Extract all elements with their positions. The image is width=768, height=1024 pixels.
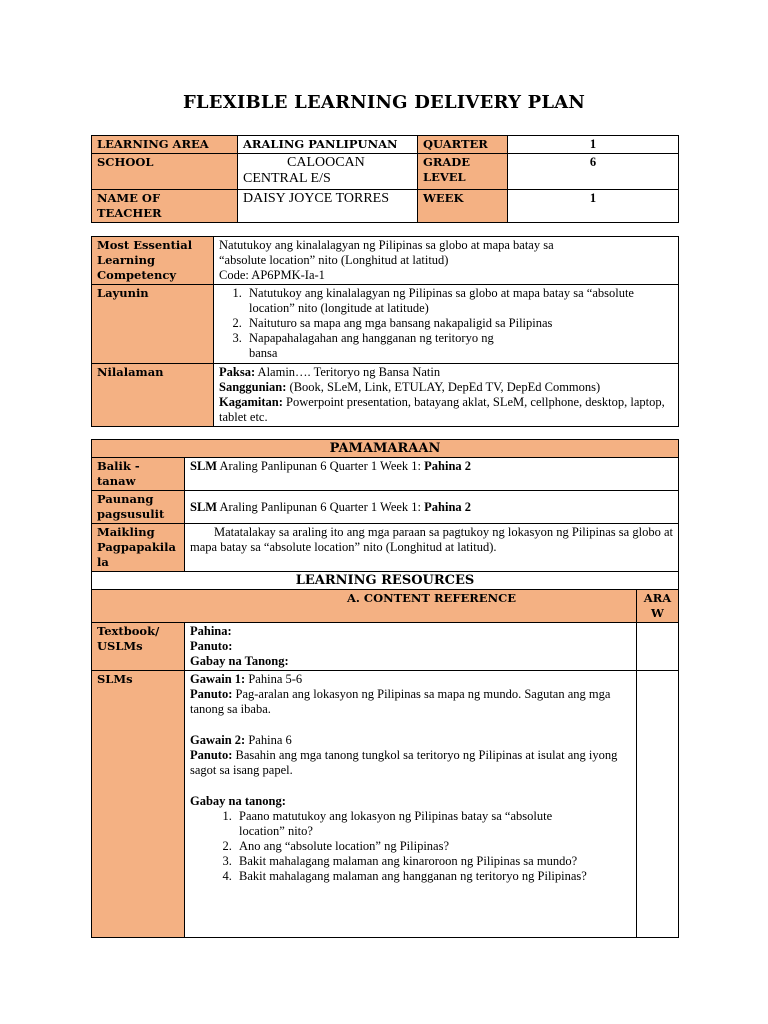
tb-panuto: Panuto:: [190, 639, 233, 653]
gawain2-label: Gawain 2:: [190, 733, 246, 747]
teacher-value: DAISY JOYCE TORRES: [238, 190, 418, 223]
gawain1-line: [190, 672, 631, 687]
learning-resources-heading: LEARNING RESOURCES: [92, 572, 679, 590]
slms-label: SLMs: [92, 671, 185, 938]
araw-label-line-2: W: [651, 606, 664, 620]
pahina-bold: Pahina 2: [424, 459, 472, 473]
gabay-item: 1. Paano matutukoy ang lokasyon ng Pilipinas batay sa “absolute location” nito?: [235, 809, 591, 839]
nilalaman-value: [214, 364, 679, 427]
school-value: [238, 154, 418, 190]
content-reference-heading: [92, 590, 637, 623]
layunin-item: 2. Naituturo sa mapa ang mga bansang nakapaligid sa Pilipinas: [245, 316, 673, 331]
tb-pahina: Pahina:: [190, 624, 232, 638]
mec-label-line-2: Learning: [97, 253, 156, 267]
maikling-label-line-1: Maikling: [97, 525, 155, 539]
gabay-item: 4. Bakit mahalagang malaman ang hangganan ng teritoryo ng Pilipinas?: [235, 869, 591, 884]
layunin-list: [219, 286, 673, 361]
week-value: 1: [508, 190, 679, 223]
paunang-label-line-2: pagsusulit: [97, 507, 165, 521]
tb-gabay: Gabay na Tanong:: [190, 654, 289, 668]
paunang-pagsusulit-label: [92, 491, 185, 524]
mec-line-1: Natutukoy ang kinalalagyan ng Pilipinas sa globo at mapa batay sa: [219, 238, 554, 252]
panuto2-line: [190, 748, 631, 778]
maikling-pagpapakilala-value: Matatalakay sa araling ito ang mga paraan sa pagtukoy ng lokasyon ng Pilipinas sa globo at mapa batay sa “absolute location” nito (Longhitud at latitud).: [185, 524, 679, 572]
textbook-value: [185, 623, 637, 671]
panuto2-label: Panuto:: [190, 748, 233, 762]
learning-area-value: ARALING PANLIPUNAN: [238, 136, 418, 154]
paunang-pagsusulit-value: [185, 491, 679, 524]
school-line-1: CALOOCAN: [287, 155, 365, 170]
mec-label-line-3: Competency: [97, 268, 177, 282]
gawain1-value: Pahina 5-6: [245, 672, 303, 686]
nilalaman-label: Nilalaman: [92, 364, 214, 427]
textbook-label-line-2: USLMs: [97, 639, 143, 653]
paunang-label-line-1: Paunang: [97, 492, 154, 506]
sanggunian-line: [219, 380, 673, 395]
panuto2-value: Basahin ang mga tanong tungkol sa teritoryo ng Pilipinas at isulat ang iyong sagot sa isang papel.: [190, 748, 618, 777]
grade-label-line-2: LEVEL: [423, 170, 466, 184]
balik-tanaw-value: [185, 458, 679, 491]
gabay-item: 3. Bakit mahalagang malaman ang kinaroroon ng Pilipinas sa mundo?: [235, 854, 591, 869]
balik-label-line-1: Balik -: [97, 459, 140, 473]
competency-table: [91, 236, 679, 427]
content-reference-text: A. CONTENT REFERENCE: [346, 591, 516, 605]
pamamaraan-table: [91, 439, 679, 938]
grade-label-line-1: GRADE: [423, 155, 471, 169]
teacher-label-line-1: NAME OF: [97, 191, 161, 205]
textbook-label: [92, 623, 185, 671]
layunin-item: 3. Napapahalagahan ang hangganan ng teritoryo ng bansa: [245, 331, 673, 361]
panuto1-label: Panuto:: [190, 687, 233, 701]
gawain2-line: [190, 733, 631, 748]
balik-tanaw-label: [92, 458, 185, 491]
pahina-bold: Pahina 2: [424, 499, 472, 514]
panuto1-value: Pag-aralan ang lokasyon ng Pilipinas sa mapa ng mundo. Sagutan ang mga tanong sa ibaba.: [190, 687, 611, 716]
mec-line-2: “absolute location” nito (Longhitud at latitud): [219, 253, 449, 267]
maikling-pagpapakilala-label: [92, 524, 185, 572]
kagamitan-value: Powerpoint presentation, batayang aklat, SLeM, cellphone, desktop, laptop, tablet etc.: [219, 395, 665, 424]
maikling-label-line-2: Pagpapakila: [97, 540, 176, 554]
slm-bold: SLM: [190, 499, 218, 514]
slms-value: [185, 671, 637, 938]
paksa-line: [219, 365, 673, 380]
gawain2-value: Pahina 6: [245, 733, 292, 747]
grade-level-value: 6: [508, 154, 679, 190]
balik-label-line-2: tanaw: [97, 474, 136, 488]
gabay-list: [190, 809, 631, 884]
paksa-label: Paksa:: [219, 365, 256, 379]
layunin-value: [214, 285, 679, 364]
quarter-value: 1: [508, 136, 679, 154]
layunin-item: 1. Natutukoy ang kinalalagyan ng Pilipinas sa globo at mapa batay sa “absolute location” nito (longitude at latitude): [245, 286, 673, 316]
grade-level-label: [418, 154, 508, 190]
teacher-label-line-2: TEACHER: [97, 206, 162, 220]
kagamitan-line: [219, 395, 673, 425]
slms-araw-cell: [637, 671, 679, 938]
slm-text: Araling Panlipunan 6 Quarter 1 Week 1:: [217, 459, 425, 473]
sanggunian-label: Sanggunian:: [219, 380, 287, 394]
araw-label: [637, 590, 679, 623]
textbook-label-line-1: Textbook/: [97, 624, 160, 638]
sanggunian-value: (Book, SLeM, Link, ETULAY, DepEd TV, DepEd Commons): [286, 380, 601, 394]
layunin-label: Layunin: [92, 285, 214, 364]
page-title: FLEXIBLE LEARNING DELIVERY PLAN: [182, 92, 586, 113]
gabay-item: 2. Ano ang “absolute location” ng Pilipinas?: [235, 839, 591, 854]
kagamitan-label: Kagamitan:: [219, 395, 283, 409]
textbook-araw-cell: [637, 623, 679, 671]
panuto1-line: [190, 687, 631, 717]
quarter-label: QUARTER: [418, 136, 508, 154]
slm-bold: SLM: [190, 459, 218, 473]
header-table: [91, 135, 679, 223]
mec-label: [92, 237, 214, 285]
paksa-value: Alamin…. Teritoryo ng Bansa Natin: [255, 365, 441, 379]
pamamaraan-heading: PAMAMARAAN: [92, 440, 679, 458]
learning-area-label: LEARNING AREA: [92, 136, 238, 154]
maikling-label-line-3: la: [97, 555, 109, 569]
school-label: SCHOOL: [92, 154, 238, 190]
araw-label-line-1: ARA: [643, 591, 672, 605]
mec-code: Code: AP6PMK-Ia-1: [219, 268, 325, 282]
school-line-2: CENTRAL E/S: [243, 171, 331, 186]
mec-label-line-1: Most Essential: [97, 238, 193, 252]
week-label: WEEK: [418, 190, 508, 223]
teacher-label: [92, 190, 238, 223]
mec-value: [214, 237, 679, 285]
gawain1-label: Gawain 1:: [190, 672, 246, 686]
slm-text: Araling Panlipunan 6 Quarter 1 Week 1:: [217, 499, 425, 514]
gabay-heading: Gabay na tanong:: [190, 794, 286, 808]
